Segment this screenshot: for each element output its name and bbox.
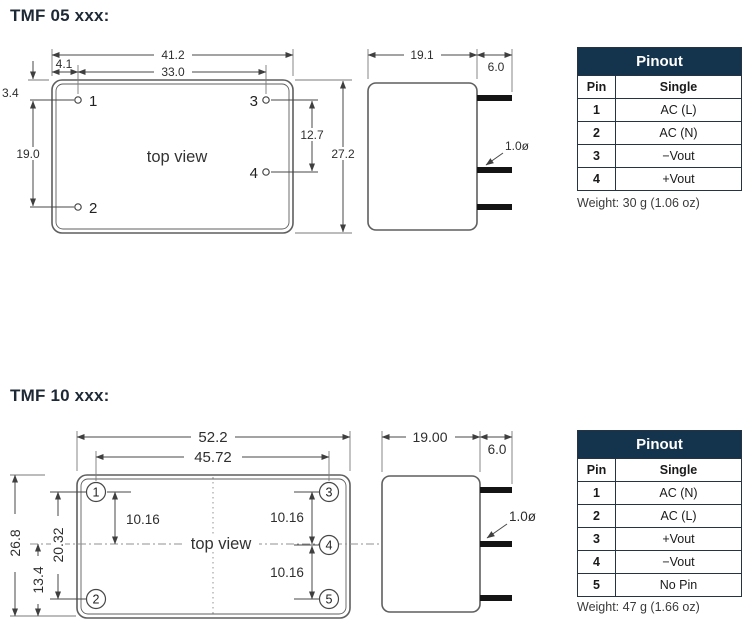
tmf05-pinout-table bbox=[577, 47, 742, 191]
tmf10-dim-pitch-left: 10.16 bbox=[126, 512, 160, 527]
tmf05-side-pin-top bbox=[477, 95, 512, 101]
tmf10-side-pin-middle bbox=[480, 541, 512, 547]
tmf05-dim-pin-offset-x: 4.1 bbox=[55, 57, 73, 71]
pin-number: 1 bbox=[578, 99, 616, 122]
tmf10-col-header-pin: Pin bbox=[578, 459, 616, 482]
tmf10-dim-half-height: 13.4 bbox=[30, 566, 46, 594]
table-row bbox=[578, 482, 742, 505]
tmf10-side-view bbox=[382, 429, 536, 612]
table-row bbox=[578, 551, 742, 574]
table-row bbox=[578, 99, 742, 122]
tmf10-dim-pin-diameter: 1.0ø bbox=[509, 509, 537, 524]
tmf05-dim-pin-offset-y: 3.4 bbox=[2, 86, 19, 100]
tmf10-dim-overall-height: 26.8 bbox=[7, 529, 23, 557]
tmf05-col-header-pin: Pin bbox=[578, 76, 616, 99]
tmf10-top-view-label: top view bbox=[190, 535, 252, 553]
pin-function: −Vout bbox=[616, 551, 742, 574]
tmf10-weight: Weight: 47 g (1.66 oz) bbox=[577, 600, 700, 614]
tmf05-side-view bbox=[368, 48, 530, 230]
pin-number: 2 bbox=[578, 122, 616, 145]
pin-number: 5 bbox=[578, 574, 616, 597]
pin-function: AC (L) bbox=[616, 505, 742, 528]
tmf05-top-view-label: top view bbox=[146, 148, 208, 166]
table-row bbox=[578, 505, 742, 528]
tmf05-mechanical-drawing bbox=[0, 0, 570, 260]
tmf05-side-pin-bottom bbox=[477, 204, 512, 210]
pin-function: AC (N) bbox=[616, 122, 742, 145]
tmf05-pin1-hole bbox=[75, 97, 81, 103]
pin-function: AC (L) bbox=[616, 99, 742, 122]
tmf05-dim-pin-span-x: 33.0 bbox=[161, 65, 185, 79]
tmf05-dim-overall-height: 27.2 bbox=[331, 147, 355, 161]
tmf05-dim-right-pin-span-y: 12.7 bbox=[300, 128, 324, 142]
tmf10-pin3-label: 3 bbox=[325, 485, 333, 500]
pin-function: +Vout bbox=[616, 168, 742, 191]
pin-number: 3 bbox=[578, 528, 616, 551]
tmf05-pin3-label: 3 bbox=[249, 93, 258, 110]
tmf10-title: TMF 10 xxx: bbox=[10, 386, 110, 405]
tmf05-pin3-hole bbox=[263, 97, 269, 103]
table-row bbox=[578, 145, 742, 168]
tmf05-dim-pin-length: 6.0 bbox=[487, 60, 505, 74]
tmf10-dim-pin-length: 6.0 bbox=[487, 442, 507, 457]
tmf10-dim-pitch-right-top: 10.16 bbox=[270, 510, 304, 525]
tmf05-side-outline bbox=[368, 83, 477, 230]
tmf10-side-pin-top bbox=[480, 487, 512, 493]
tmf05-weight: Weight: 30 g (1.06 oz) bbox=[577, 196, 700, 210]
tmf05-pin2-label: 2 bbox=[89, 200, 98, 217]
tmf10-dim-overall-width: 52.2 bbox=[198, 429, 228, 446]
pin-number: 4 bbox=[578, 551, 616, 574]
pin-function: No Pin bbox=[616, 574, 742, 597]
tmf05-pin4-label: 4 bbox=[249, 165, 258, 182]
tmf10-pin2-label: 2 bbox=[92, 592, 100, 607]
tmf10-pin1-label: 1 bbox=[92, 485, 100, 500]
pin-number: 3 bbox=[578, 145, 616, 168]
tmf10-side-pin-bottom bbox=[480, 595, 512, 601]
tmf05-dim-overall-width: 41.2 bbox=[161, 48, 185, 62]
tmf10-col-header-single: Single bbox=[616, 459, 742, 482]
tmf05-pin2-hole bbox=[75, 204, 81, 210]
tmf10-pinout-table bbox=[577, 430, 742, 597]
tmf05-pin1-label: 1 bbox=[89, 93, 98, 110]
pin-function: AC (N) bbox=[616, 482, 742, 505]
pin-function: −Vout bbox=[616, 145, 742, 168]
tmf05-pinout-title: Pinout bbox=[578, 48, 742, 76]
tmf10-dim-depth: 19.00 bbox=[412, 429, 448, 445]
tmf05-dim-pin-diameter: 1.0ø bbox=[505, 139, 530, 153]
tmf10-side-outline bbox=[382, 476, 480, 612]
tmf10-dim-pin-span-y: 20.32 bbox=[50, 527, 66, 563]
pin-number: 1 bbox=[578, 482, 616, 505]
pin-number: 2 bbox=[578, 505, 616, 528]
tmf10-pin4-label: 4 bbox=[325, 538, 333, 553]
tmf10-mechanical-drawing bbox=[0, 380, 570, 636]
tmf05-side-pin-middle bbox=[477, 167, 512, 173]
table-row bbox=[578, 574, 742, 597]
tmf05-title: TMF 05 xxx: bbox=[10, 6, 110, 25]
table-row bbox=[578, 122, 742, 145]
tmf05-top-view bbox=[30, 80, 318, 233]
tmf05-dim-left-pin-span-y: 19.0 bbox=[16, 147, 40, 161]
tmf10-dim-pitch-right-bottom: 10.16 bbox=[270, 565, 304, 580]
tmf05-dim-depth: 19.1 bbox=[410, 48, 434, 62]
tmf10-pin5-label: 5 bbox=[325, 592, 333, 607]
tmf05-pin4-hole bbox=[263, 169, 269, 175]
table-row bbox=[578, 168, 742, 191]
tmf10-dim-pin-span-x: 45.72 bbox=[194, 449, 232, 466]
pin-number: 4 bbox=[578, 168, 616, 191]
tmf10-pinout-title: Pinout bbox=[578, 431, 742, 459]
table-row bbox=[578, 528, 742, 551]
pin-function: +Vout bbox=[616, 528, 742, 551]
tmf05-col-header-single: Single bbox=[616, 76, 742, 99]
